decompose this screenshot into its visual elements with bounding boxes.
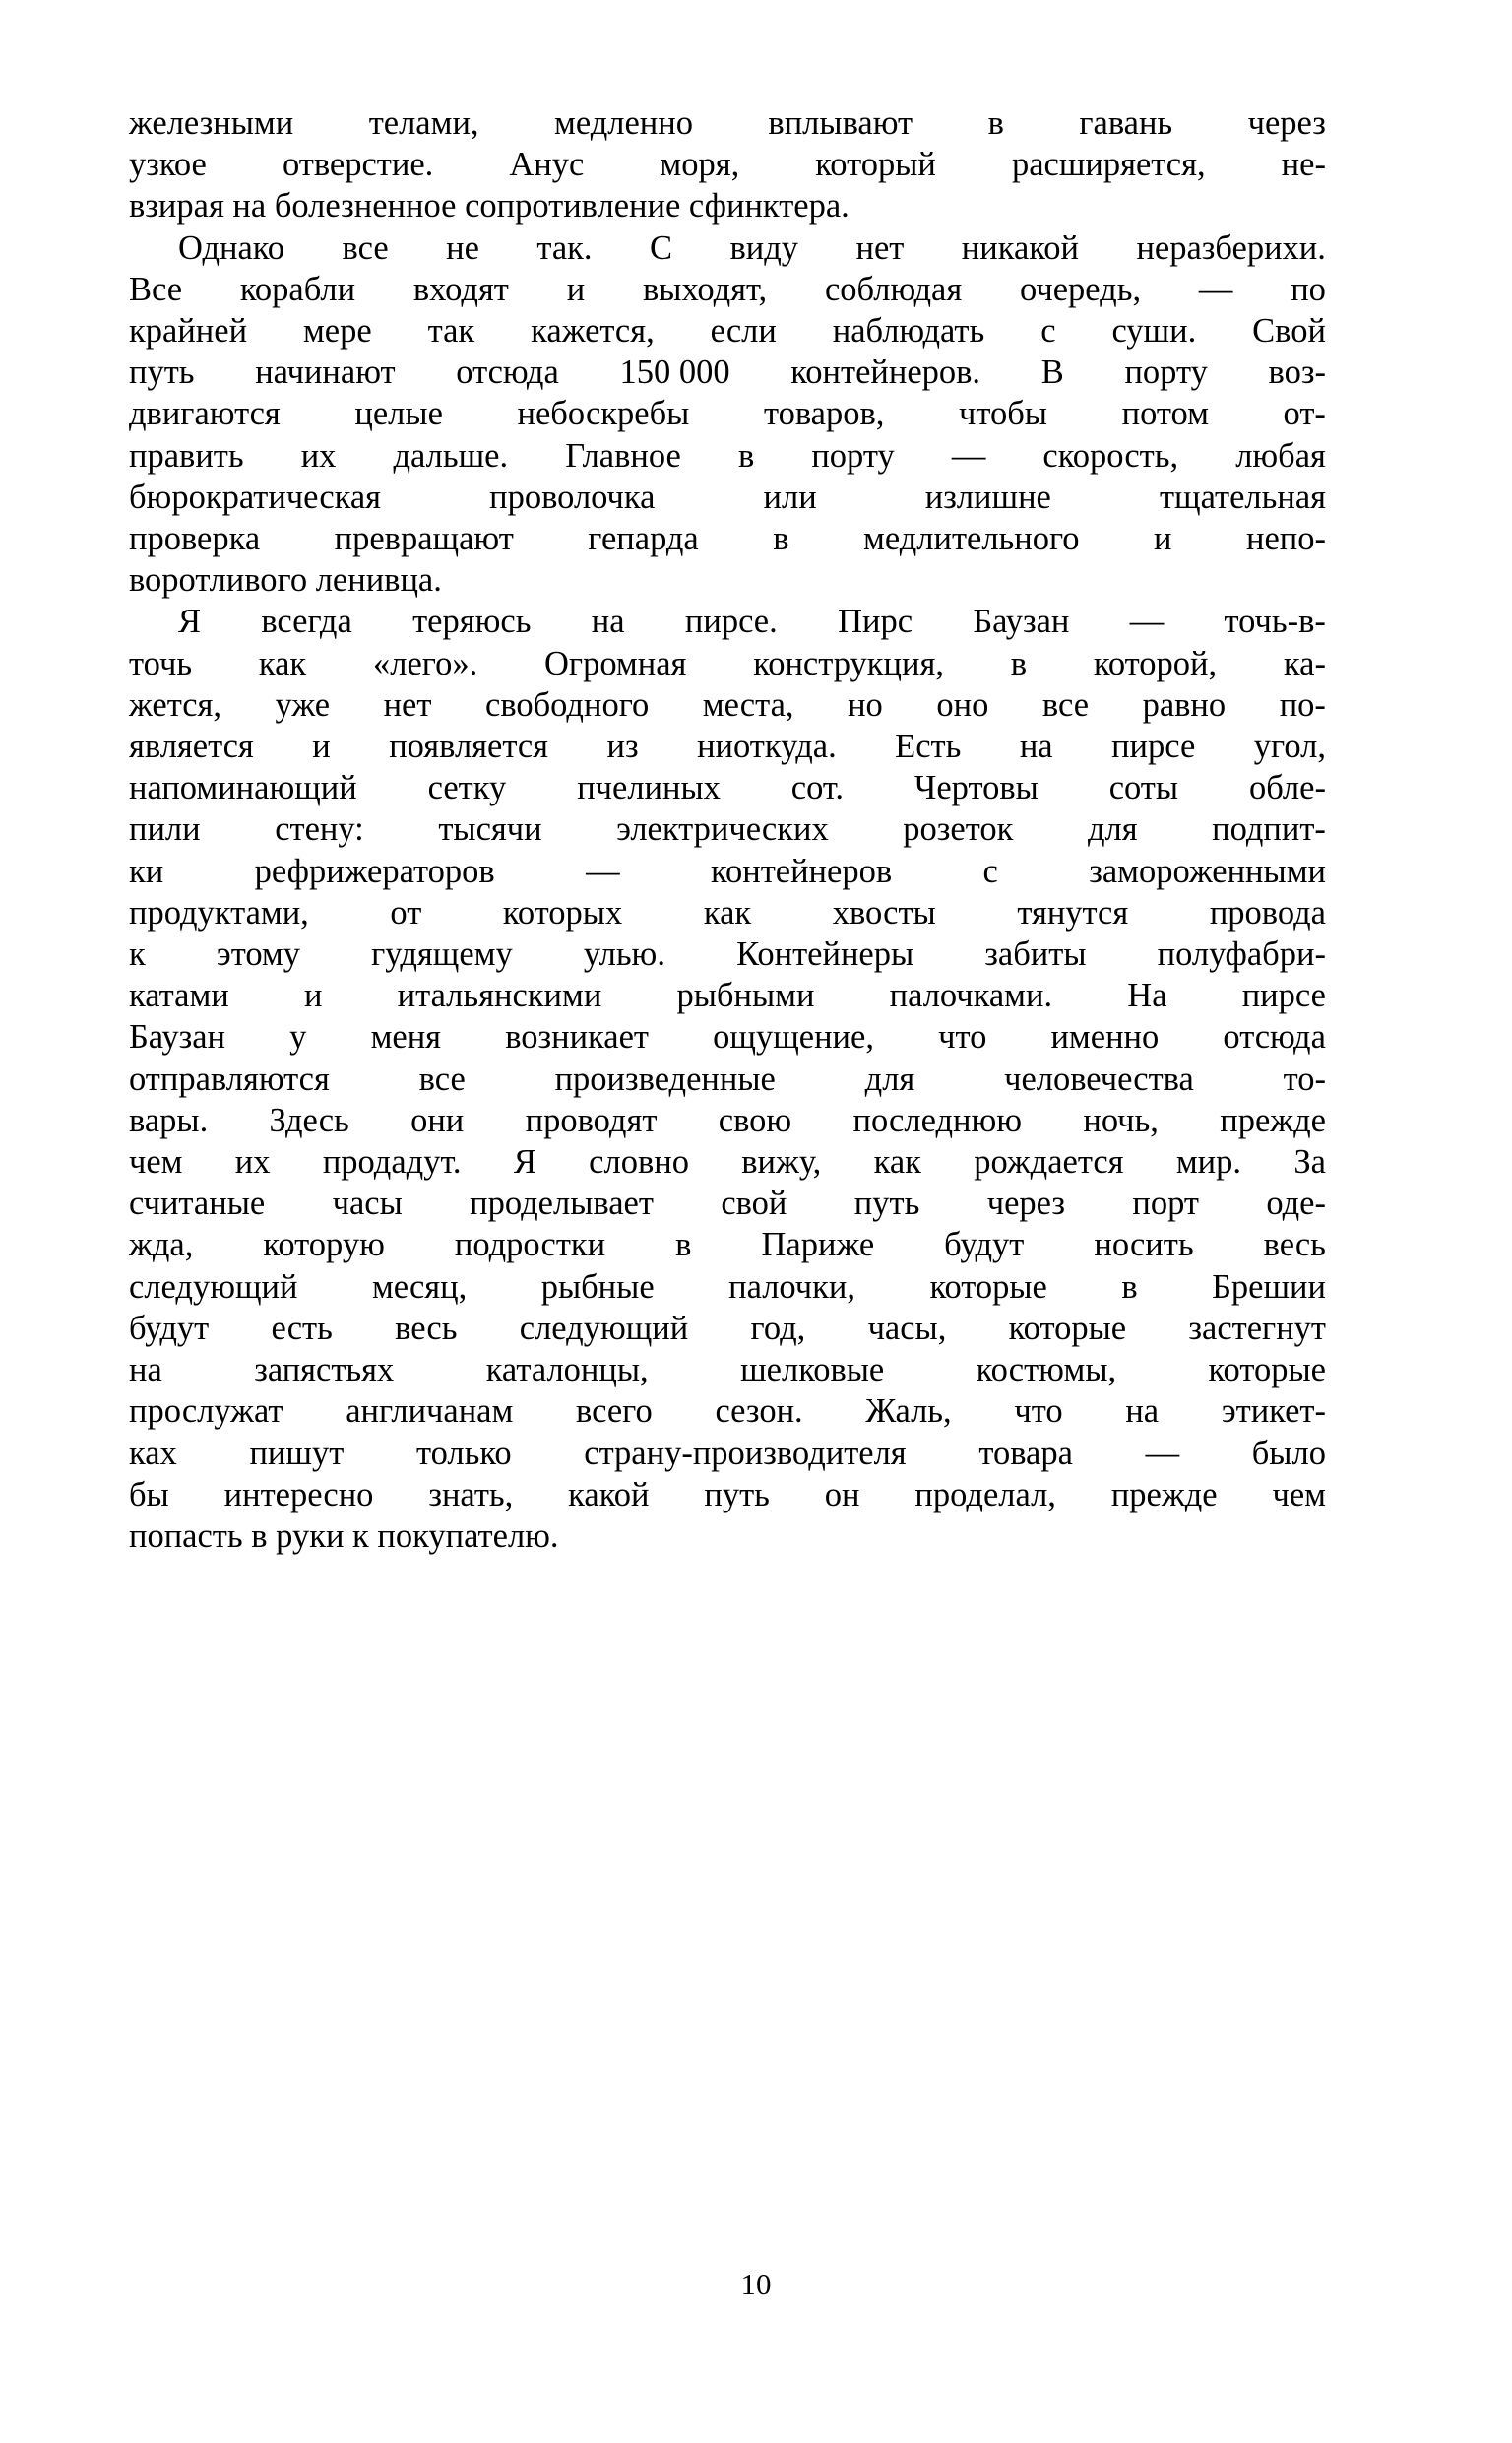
- text-word: так.: [536, 228, 593, 267]
- text-word: следующий: [129, 1267, 298, 1306]
- text-word: узкое: [129, 146, 207, 184]
- text-word: продуктами,: [129, 893, 309, 932]
- text-line: [129, 227, 1326, 269]
- text-word: проделал,: [914, 1475, 1056, 1513]
- text-word: какой: [568, 1475, 650, 1513]
- text-word: скорость,: [1042, 436, 1179, 475]
- text-word: катами: [129, 977, 229, 1015]
- text-word: соблюдая: [824, 270, 963, 308]
- text-word: этому: [216, 935, 300, 974]
- text-word: всего: [576, 1392, 653, 1431]
- text-word: именно: [1050, 1018, 1160, 1057]
- text-word: запястьях: [254, 1351, 395, 1389]
- text-word: свободного: [485, 685, 650, 724]
- text-word: которые: [1008, 1309, 1127, 1347]
- text-line: [129, 726, 1326, 767]
- text-word: Здесь: [269, 1101, 349, 1139]
- text-word: кажется,: [531, 312, 655, 351]
- text-line: [129, 851, 1326, 892]
- text-line: [129, 1016, 1326, 1058]
- text-line: [129, 1183, 1326, 1224]
- text-word: которые: [1208, 1351, 1326, 1389]
- text-word: в: [773, 520, 789, 558]
- text-word: рождается: [974, 1143, 1124, 1182]
- text-word: проволочка: [489, 478, 656, 516]
- text-word: улью.: [583, 935, 665, 974]
- text-word: если: [710, 312, 777, 351]
- text-word: моря,: [660, 146, 740, 184]
- text-line: [129, 1266, 1326, 1308]
- text-word: по: [1291, 270, 1326, 308]
- text-word: для: [1087, 810, 1138, 849]
- text-word: рыбными: [676, 977, 815, 1015]
- text-word: по-: [1279, 685, 1326, 724]
- text-word: Свой: [1252, 312, 1326, 351]
- text-word: которых: [502, 893, 623, 932]
- text-word: все: [1041, 685, 1090, 724]
- text-word: потом: [1121, 395, 1209, 433]
- text-word: обле-: [1248, 769, 1326, 807]
- text-word: На: [1127, 977, 1167, 1015]
- text-word: свою: [718, 1101, 792, 1139]
- text-word: шелковые: [740, 1351, 885, 1389]
- text-word: —: [586, 852, 620, 890]
- text-word: товаров,: [763, 395, 885, 433]
- text-word: начинают: [255, 354, 396, 392]
- text-word: часы,: [867, 1309, 947, 1347]
- text-line: [129, 1141, 1326, 1183]
- text-word: носить: [1094, 1226, 1194, 1264]
- text-word: проверка: [129, 520, 261, 558]
- text-word: тянутся: [1017, 893, 1129, 932]
- text-word: путь: [853, 1185, 920, 1223]
- text-word: Контейнеры: [736, 935, 914, 974]
- text-word: которые: [929, 1267, 1047, 1306]
- text-word: электрических: [616, 810, 829, 849]
- text-word: бы: [129, 1475, 169, 1513]
- text-word: с: [1040, 312, 1056, 351]
- text-word: итальянскими: [397, 977, 602, 1015]
- text-line: [129, 808, 1326, 850]
- text-word: ощущение,: [713, 1018, 874, 1057]
- text-word: пирсе.: [684, 603, 778, 641]
- text-word: равно: [1142, 685, 1227, 724]
- text-line: [129, 144, 1326, 185]
- text-word: и: [312, 728, 331, 766]
- text-word: было: [1251, 1434, 1326, 1472]
- text-line: [129, 1390, 1326, 1432]
- text-word: из: [606, 728, 639, 766]
- text-word: их: [234, 1143, 271, 1182]
- text-word: но: [848, 685, 883, 724]
- text-line: [129, 1308, 1326, 1349]
- text-word: излишне: [924, 478, 1051, 516]
- text-word: железными: [129, 104, 294, 142]
- text-word: —: [1198, 270, 1233, 308]
- text-word: мере: [302, 312, 372, 351]
- text-word: хвосты: [832, 893, 936, 932]
- text-word: их: [300, 436, 337, 475]
- text-word: подпит-: [1212, 810, 1326, 849]
- text-word: гавань: [1079, 104, 1173, 142]
- text-word: жда,: [129, 1226, 194, 1264]
- text-word: которую: [263, 1226, 385, 1264]
- text-line: [129, 435, 1326, 477]
- text-word: человечества: [1004, 1060, 1194, 1098]
- text-word: взирая на болезненное сопротивление сфинктера.: [129, 187, 850, 225]
- text-word: с: [982, 852, 998, 890]
- text-word: на: [591, 603, 625, 641]
- text-word: провода: [1209, 893, 1326, 932]
- text-word: пили: [129, 810, 201, 849]
- text-word: Я: [513, 1143, 536, 1182]
- text-word: товара: [978, 1434, 1073, 1472]
- text-word: Баузан: [129, 1018, 226, 1057]
- text-line: [129, 393, 1326, 434]
- text-word: что: [938, 1018, 987, 1057]
- text-word: места,: [702, 685, 794, 724]
- text-word: жется,: [129, 685, 221, 724]
- text-word: корабли: [239, 270, 356, 308]
- text-line: [129, 1349, 1326, 1390]
- text-word: является: [129, 728, 254, 766]
- text-word: ночь,: [1083, 1101, 1159, 1139]
- text-word: мир.: [1175, 1143, 1242, 1182]
- text-word: как: [873, 1143, 921, 1182]
- text-word: превращают: [334, 520, 514, 558]
- text-word: есть: [271, 1309, 333, 1347]
- text-word: будут: [129, 1309, 210, 1347]
- text-word: часы: [332, 1185, 403, 1223]
- text-word: очередь,: [1020, 270, 1142, 308]
- text-word: интересно: [223, 1475, 374, 1513]
- text-word: будут: [944, 1226, 1025, 1264]
- text-word: нет: [383, 685, 432, 724]
- text-word: так: [427, 312, 475, 351]
- text-word: Пирс: [838, 603, 914, 641]
- text-word: воз-: [1268, 354, 1326, 392]
- text-word: оно: [936, 685, 989, 724]
- text-word: конструкция,: [753, 644, 944, 682]
- text-word: стену:: [275, 810, 364, 849]
- text-word: или: [763, 478, 817, 516]
- text-word: прежде: [1110, 1475, 1218, 1513]
- text-word: не-: [1281, 146, 1326, 184]
- text-word: возникает: [505, 1018, 649, 1057]
- text-word: расширяется,: [1011, 146, 1206, 184]
- text-word: вары.: [129, 1101, 209, 1139]
- text-word: и: [566, 270, 586, 308]
- text-word: на: [1125, 1392, 1160, 1431]
- text-word: не: [446, 228, 479, 267]
- text-word: За: [1293, 1143, 1326, 1182]
- text-word: свой: [721, 1185, 788, 1223]
- text-word: продадут.: [322, 1143, 462, 1182]
- text-word: в: [675, 1226, 692, 1264]
- text-word: целые: [354, 395, 443, 433]
- text-word: для: [864, 1060, 915, 1098]
- text-word: уже: [275, 685, 331, 724]
- text-word: ках: [129, 1434, 177, 1472]
- text-word: страну-производителя: [584, 1434, 907, 1472]
- text-word: произведенные: [554, 1060, 776, 1098]
- text-word: проделывает: [470, 1185, 654, 1223]
- text-word: полуфабри-: [1157, 935, 1326, 974]
- text-word: последнюю: [852, 1101, 1023, 1139]
- text-word: —: [951, 436, 986, 475]
- text-line: [129, 102, 1326, 144]
- text-word: прежде: [1220, 1101, 1326, 1139]
- text-word: только: [415, 1434, 512, 1472]
- text-line: [129, 1474, 1326, 1515]
- text-word: меня: [370, 1018, 442, 1057]
- text-word: соты: [1108, 769, 1179, 807]
- text-word: точь: [129, 644, 193, 682]
- text-word: Анус: [509, 146, 585, 184]
- text-word: дальше.: [393, 436, 509, 475]
- text-word: считаные: [129, 1185, 266, 1223]
- text-word: Главное: [565, 436, 681, 475]
- text-word: Есть: [895, 728, 962, 766]
- text-line: [129, 477, 1326, 518]
- text-word: теряюсь: [412, 603, 532, 641]
- text-word: от-: [1283, 395, 1326, 433]
- text-line: [129, 1224, 1326, 1265]
- text-word: медлительного: [863, 520, 1080, 558]
- text-word: рефрижераторов: [254, 852, 495, 890]
- text-word: входят: [412, 270, 509, 308]
- text-line: [129, 1515, 1326, 1557]
- page-number: 10: [740, 2267, 772, 2301]
- text-word: проводят: [525, 1101, 658, 1139]
- text-word: замороженными: [1089, 852, 1326, 890]
- text-word: наблюдать: [832, 312, 985, 351]
- text-word: ниоткуда.: [697, 728, 837, 766]
- text-word: они: [410, 1101, 465, 1139]
- text-word: отверстие.: [282, 146, 434, 184]
- text-word: порту: [811, 436, 895, 475]
- text-word: который: [815, 146, 936, 184]
- text-word: всегда: [261, 603, 352, 641]
- text-word: к: [129, 935, 146, 974]
- text-line: [129, 185, 1326, 226]
- text-word: и: [303, 977, 323, 1015]
- text-word: воротливого ленивца.: [129, 561, 442, 600]
- text-word: Париже: [761, 1226, 875, 1264]
- text-word: пишут: [249, 1434, 345, 1472]
- text-word: контейнеров: [710, 852, 893, 890]
- text-word: порт: [1132, 1185, 1199, 1223]
- body-text-column: [129, 102, 1326, 1557]
- text-line: [129, 518, 1326, 559]
- text-word: пчелиных: [577, 769, 721, 807]
- text-line: [129, 310, 1326, 352]
- text-word: год,: [750, 1309, 806, 1347]
- text-word: крайней: [129, 312, 248, 351]
- text-word: которой,: [1093, 644, 1218, 682]
- text-word: англичанам: [346, 1392, 514, 1431]
- text-word: Жаль,: [865, 1392, 952, 1431]
- text-word: через: [986, 1185, 1065, 1223]
- text-word: в: [737, 436, 755, 475]
- text-word: вижу,: [741, 1143, 822, 1182]
- text-word: в: [1121, 1267, 1138, 1306]
- text-word: застегнут: [1188, 1309, 1326, 1347]
- text-line: [129, 767, 1326, 808]
- text-word: отсюда: [456, 354, 559, 392]
- text-word: тщательная: [1159, 478, 1326, 516]
- text-line: [129, 1100, 1326, 1141]
- text-word: вплывают: [768, 104, 914, 142]
- text-word: Однако: [178, 228, 285, 267]
- text-word: выходят,: [642, 270, 768, 308]
- text-word: контейнеров.: [790, 354, 981, 392]
- text-word: на: [1019, 728, 1053, 766]
- text-word: весь: [1263, 1226, 1326, 1264]
- text-word: словно: [589, 1143, 689, 1182]
- text-word: —: [1145, 1434, 1180, 1472]
- text-word: суши.: [1111, 312, 1197, 351]
- text-word: через: [1247, 104, 1326, 142]
- text-word: Все: [129, 270, 183, 308]
- text-word: Огромная: [544, 644, 687, 682]
- text-line: [129, 352, 1326, 393]
- text-line: [129, 1059, 1326, 1100]
- text-word: нет: [855, 228, 905, 267]
- text-word: что: [1014, 1392, 1063, 1431]
- text-word: все: [418, 1060, 466, 1098]
- text-word: то-: [1283, 1060, 1326, 1098]
- text-word: чем: [129, 1143, 183, 1182]
- text-word: телами,: [368, 104, 479, 142]
- text-word: сот.: [790, 769, 845, 807]
- text-word: неразберихи.: [1136, 228, 1326, 267]
- text-word: пирсе: [1111, 728, 1196, 766]
- text-word: С: [650, 228, 673, 267]
- text-line: [129, 559, 1326, 601]
- text-word: ки: [129, 852, 164, 890]
- text-word: розеток: [903, 810, 1014, 849]
- text-word: «лего».: [373, 644, 478, 682]
- text-word: править: [129, 436, 244, 475]
- text-word: прослужат: [129, 1392, 284, 1431]
- text-word: —: [1129, 603, 1165, 641]
- text-word: гепарда: [588, 520, 699, 558]
- text-word: в: [987, 104, 1004, 142]
- text-word: весь: [395, 1309, 458, 1347]
- text-word: отсюда: [1223, 1018, 1326, 1057]
- text-word: непо-: [1245, 520, 1326, 558]
- text-word: палочками.: [889, 977, 1053, 1015]
- text-line: [129, 684, 1326, 726]
- text-word: рыбные: [540, 1267, 655, 1306]
- text-word: чтобы: [959, 395, 1047, 433]
- text-line: [129, 892, 1326, 933]
- text-word: знать,: [428, 1475, 514, 1513]
- text-word: любая: [1235, 436, 1326, 475]
- text-word: 150 000: [619, 354, 730, 392]
- text-word: небоскребы: [517, 395, 690, 433]
- text-word: каталонцы,: [485, 1351, 649, 1389]
- text-word: все: [342, 228, 389, 267]
- text-line: [129, 269, 1326, 310]
- text-word: пирсе: [1241, 977, 1326, 1015]
- text-word: угол,: [1253, 728, 1326, 766]
- text-word: этикет-: [1221, 1392, 1326, 1431]
- text-word: сетку: [427, 769, 507, 807]
- text-word: как: [258, 644, 307, 682]
- text-line: [129, 975, 1326, 1016]
- text-word: оде-: [1266, 1185, 1326, 1223]
- text-word: ка-: [1283, 644, 1326, 682]
- text-word: Баузан: [973, 603, 1070, 641]
- text-word: напоминающий: [129, 769, 357, 807]
- text-word: Я: [178, 603, 202, 641]
- text-line: [129, 643, 1326, 684]
- text-word: от: [390, 893, 422, 932]
- text-word: Чертовы: [914, 769, 1039, 807]
- text-word: никакой: [961, 228, 1079, 267]
- text-word: попасть в руки к покупателю.: [129, 1516, 559, 1555]
- text-word: тысячи: [438, 810, 542, 849]
- text-word: точь-в-: [1224, 603, 1326, 641]
- text-word: костюмы,: [976, 1351, 1117, 1389]
- text-line: [129, 1433, 1326, 1474]
- text-word: медленно: [554, 104, 693, 142]
- text-word: как: [703, 893, 752, 932]
- text-word: месяц,: [371, 1267, 468, 1306]
- text-word: появляется: [389, 728, 549, 766]
- text-word: путь: [129, 354, 195, 392]
- text-word: двигаются: [129, 395, 281, 433]
- text-word: и: [1154, 520, 1172, 558]
- text-word: забиты: [984, 935, 1087, 974]
- text-word: подростки: [454, 1226, 606, 1264]
- text-word: сезон.: [715, 1392, 803, 1431]
- text-word: порту: [1124, 354, 1208, 392]
- text-word: гудящему: [371, 935, 513, 974]
- text-word: бюрократическая: [129, 478, 382, 516]
- text-word: виду: [729, 228, 799, 267]
- text-word: Брешии: [1212, 1267, 1326, 1306]
- text-word: у: [289, 1018, 307, 1057]
- text-word: палочки,: [728, 1267, 855, 1306]
- text-word: следующий: [519, 1309, 689, 1347]
- text-word: В: [1040, 354, 1064, 392]
- text-word: он: [824, 1475, 860, 1513]
- text-line: [129, 601, 1326, 642]
- text-word: путь: [704, 1475, 770, 1513]
- text-word: чем: [1272, 1475, 1326, 1513]
- text-word: отправляются: [129, 1060, 330, 1098]
- text-word: в: [1010, 644, 1028, 682]
- text-line: [129, 933, 1326, 975]
- text-word: на: [129, 1351, 162, 1389]
